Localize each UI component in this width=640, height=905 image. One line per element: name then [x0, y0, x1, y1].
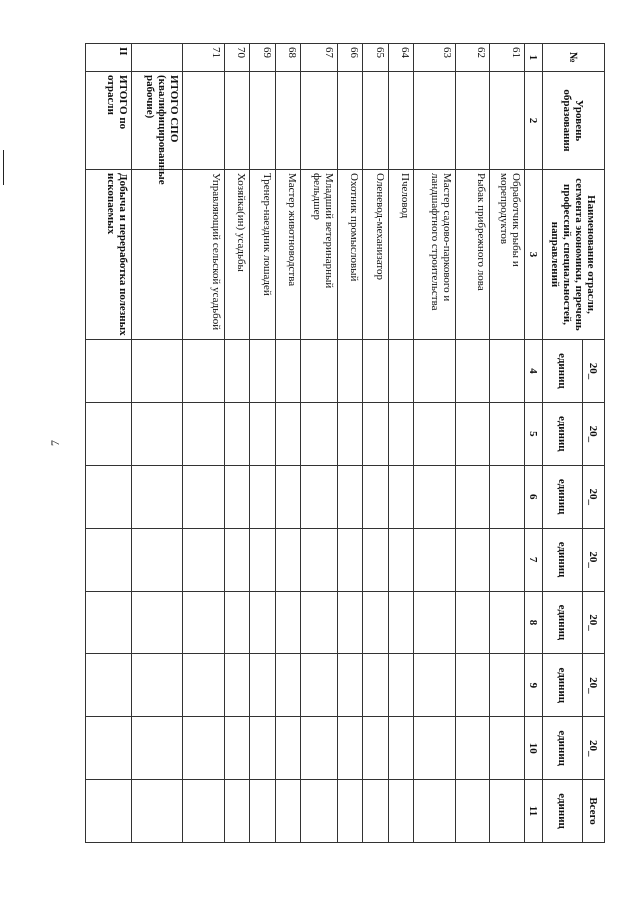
empty-value-cell [490, 340, 525, 403]
header-year: 20_ [583, 528, 605, 591]
header-level: Уровень образования [543, 72, 605, 170]
table-row [300, 44, 337, 843]
header-year: 20_ [583, 402, 605, 465]
empty-value-cell [183, 528, 225, 591]
empty-value-cell [490, 780, 525, 843]
row-level [363, 72, 388, 170]
row-number [132, 44, 183, 72]
empty-value-cell [250, 654, 275, 717]
rotated-table-wrapper [85, 43, 605, 843]
empty-value-cell [183, 591, 225, 654]
page-number: 7 [48, 440, 62, 446]
empty-value-cell [363, 402, 388, 465]
empty-value-cell [300, 402, 337, 465]
empty-value-cell [224, 340, 249, 403]
empty-value-cell [337, 402, 362, 465]
row-name: Пчеловод [388, 170, 413, 340]
row-level [490, 72, 525, 170]
column-index: 5 [525, 402, 543, 465]
row-name: Младший ветеринарный фельдшер [300, 170, 337, 340]
empty-value-cell [132, 340, 183, 403]
empty-value-cell [183, 465, 225, 528]
column-index: 9 [525, 654, 543, 717]
empty-value-cell [455, 340, 490, 403]
row-number: 71 [183, 44, 225, 72]
empty-value-cell [250, 780, 275, 843]
empty-value-cell [300, 654, 337, 717]
table-row [132, 44, 183, 843]
header-year: 20_ [583, 591, 605, 654]
empty-value-cell [250, 402, 275, 465]
empty-value-cell [275, 591, 300, 654]
empty-value-cell [388, 465, 413, 528]
table-body [86, 44, 525, 843]
empty-value-cell [363, 528, 388, 591]
row-name: Добыча и переработка полезных ископаемых [86, 170, 132, 340]
empty-value-cell [183, 654, 225, 717]
header-unit: единиц [543, 465, 583, 528]
header-unit: единиц [543, 717, 583, 780]
header-unit: единиц [543, 340, 583, 403]
header-unit: единиц [543, 780, 583, 843]
row-level [300, 72, 337, 170]
empty-value-cell [414, 340, 456, 403]
header-year: 20_ [583, 465, 605, 528]
empty-value-cell [388, 654, 413, 717]
header-unit: единиц [543, 402, 583, 465]
empty-value-cell [363, 465, 388, 528]
empty-value-cell [250, 591, 275, 654]
column-index: 1 [525, 44, 543, 72]
table-row [183, 44, 225, 843]
row-number: 63 [414, 44, 456, 72]
empty-value-cell [86, 591, 132, 654]
row-number: 62 [455, 44, 490, 72]
row-level [224, 72, 249, 170]
empty-value-cell [490, 591, 525, 654]
column-index: 4 [525, 340, 543, 403]
empty-value-cell [275, 465, 300, 528]
empty-value-cell [86, 465, 132, 528]
header-unit: единиц [543, 654, 583, 717]
empty-value-cell [300, 340, 337, 403]
column-index: 8 [525, 591, 543, 654]
header-year: 20_ [583, 654, 605, 717]
empty-value-cell [388, 780, 413, 843]
empty-value-cell [363, 654, 388, 717]
empty-value-cell [455, 591, 490, 654]
empty-value-cell [275, 717, 300, 780]
empty-value-cell [337, 717, 362, 780]
empty-value-cell [300, 591, 337, 654]
table-row [224, 44, 249, 843]
row-name: Тренер-наездник лошадей [250, 170, 275, 340]
empty-value-cell [132, 402, 183, 465]
empty-value-cell [414, 465, 456, 528]
empty-value-cell [414, 402, 456, 465]
empty-value-cell [455, 717, 490, 780]
empty-value-cell [455, 780, 490, 843]
row-level [388, 72, 413, 170]
empty-value-cell [132, 780, 183, 843]
empty-value-cell [183, 717, 225, 780]
empty-value-cell [490, 402, 525, 465]
empty-value-cell [183, 780, 225, 843]
empty-value-cell [275, 402, 300, 465]
row-level: ИТОГО по отрасли [86, 72, 132, 170]
empty-value-cell [86, 717, 132, 780]
header-name: Наименование отрасли, сегмента экономики, перечень профессий, специальностей, направлений [543, 170, 605, 340]
table-row [275, 44, 300, 843]
empty-value-cell [337, 591, 362, 654]
column-index: 2 [525, 72, 543, 170]
empty-value-cell [224, 591, 249, 654]
empty-value-cell [455, 654, 490, 717]
row-number: 68 [275, 44, 300, 72]
empty-value-cell [414, 717, 456, 780]
row-name [132, 170, 183, 340]
specialties-table [85, 43, 605, 843]
row-level [250, 72, 275, 170]
empty-value-cell [132, 654, 183, 717]
row-name: Управляющий сельской усадьбой [183, 170, 225, 340]
empty-value-cell [275, 780, 300, 843]
row-name: Рыбак прибрежного лова [455, 170, 490, 340]
row-name: Оленевод-механизатор [363, 170, 388, 340]
empty-value-cell [132, 528, 183, 591]
empty-value-cell [183, 402, 225, 465]
row-level: ИТОГО СПО (квалифицированные рабочие) [132, 72, 183, 170]
empty-value-cell [250, 528, 275, 591]
empty-value-cell [363, 591, 388, 654]
row-name: Обработчик рыбы и морепродуктов [490, 170, 525, 340]
empty-value-cell [300, 780, 337, 843]
row-name: Охотник промысловый [337, 170, 362, 340]
empty-value-cell [224, 654, 249, 717]
empty-value-cell [224, 402, 249, 465]
column-index: 3 [525, 170, 543, 340]
empty-value-cell [183, 340, 225, 403]
empty-value-cell [224, 528, 249, 591]
row-level [414, 72, 456, 170]
empty-value-cell [86, 402, 132, 465]
row-number: 65 [363, 44, 388, 72]
empty-value-cell [388, 528, 413, 591]
empty-value-cell [132, 465, 183, 528]
table-row [337, 44, 362, 843]
empty-value-cell [388, 402, 413, 465]
empty-value-cell [250, 717, 275, 780]
empty-value-cell [337, 340, 362, 403]
empty-value-cell [363, 340, 388, 403]
empty-value-cell [490, 465, 525, 528]
table-row [490, 44, 525, 843]
column-index: 11 [525, 780, 543, 843]
row-number: 64 [388, 44, 413, 72]
header-unit: единиц [543, 591, 583, 654]
empty-value-cell [86, 780, 132, 843]
empty-value-cell [388, 340, 413, 403]
row-number: 66 [337, 44, 362, 72]
empty-value-cell [337, 528, 362, 591]
row-level [183, 72, 225, 170]
empty-value-cell [86, 654, 132, 717]
empty-value-cell [250, 465, 275, 528]
header-total: Всего [583, 780, 605, 843]
empty-value-cell [414, 591, 456, 654]
empty-value-cell [490, 717, 525, 780]
empty-value-cell [250, 340, 275, 403]
column-index: 6 [525, 465, 543, 528]
row-number: II [86, 44, 132, 72]
empty-value-cell [275, 340, 300, 403]
empty-value-cell [337, 780, 362, 843]
table-row [414, 44, 456, 843]
empty-value-cell [337, 465, 362, 528]
header-year: 20_ [583, 340, 605, 403]
empty-value-cell [414, 654, 456, 717]
empty-value-cell [388, 717, 413, 780]
table-row [363, 44, 388, 843]
row-level [337, 72, 362, 170]
empty-value-cell [490, 528, 525, 591]
empty-value-cell [300, 717, 337, 780]
row-level [275, 72, 300, 170]
empty-value-cell [414, 780, 456, 843]
scan-edge-mark [3, 150, 4, 185]
empty-value-cell [132, 591, 183, 654]
empty-value-cell [363, 780, 388, 843]
table-row [455, 44, 490, 843]
empty-value-cell [455, 402, 490, 465]
empty-value-cell [388, 591, 413, 654]
empty-value-cell [363, 717, 388, 780]
empty-value-cell [224, 717, 249, 780]
header-unit: единиц [543, 528, 583, 591]
empty-value-cell [86, 528, 132, 591]
empty-value-cell [86, 340, 132, 403]
empty-value-cell [414, 528, 456, 591]
empty-value-cell [275, 528, 300, 591]
row-level [455, 72, 490, 170]
empty-value-cell [455, 465, 490, 528]
row-number: 70 [224, 44, 249, 72]
header-num: № [543, 44, 605, 72]
row-name: Мастер животноводства [275, 170, 300, 340]
column-index: 10 [525, 717, 543, 780]
empty-value-cell [224, 780, 249, 843]
table-row [86, 44, 132, 843]
empty-value-cell [224, 465, 249, 528]
row-name: Мастер садово-паркового и ландшафтного строительства [414, 170, 456, 340]
header-year: 20_ [583, 717, 605, 780]
row-number: 61 [490, 44, 525, 72]
empty-value-cell [300, 528, 337, 591]
empty-value-cell [337, 654, 362, 717]
row-number: 69 [250, 44, 275, 72]
row-number: 67 [300, 44, 337, 72]
row-name: Хозяйка(ин) усадьбы [224, 170, 249, 340]
table-row [250, 44, 275, 843]
column-index-row [525, 44, 543, 843]
empty-value-cell [132, 717, 183, 780]
empty-value-cell [490, 654, 525, 717]
empty-value-cell [300, 465, 337, 528]
table-row [388, 44, 413, 843]
column-index: 7 [525, 528, 543, 591]
empty-value-cell [275, 654, 300, 717]
empty-value-cell [455, 528, 490, 591]
